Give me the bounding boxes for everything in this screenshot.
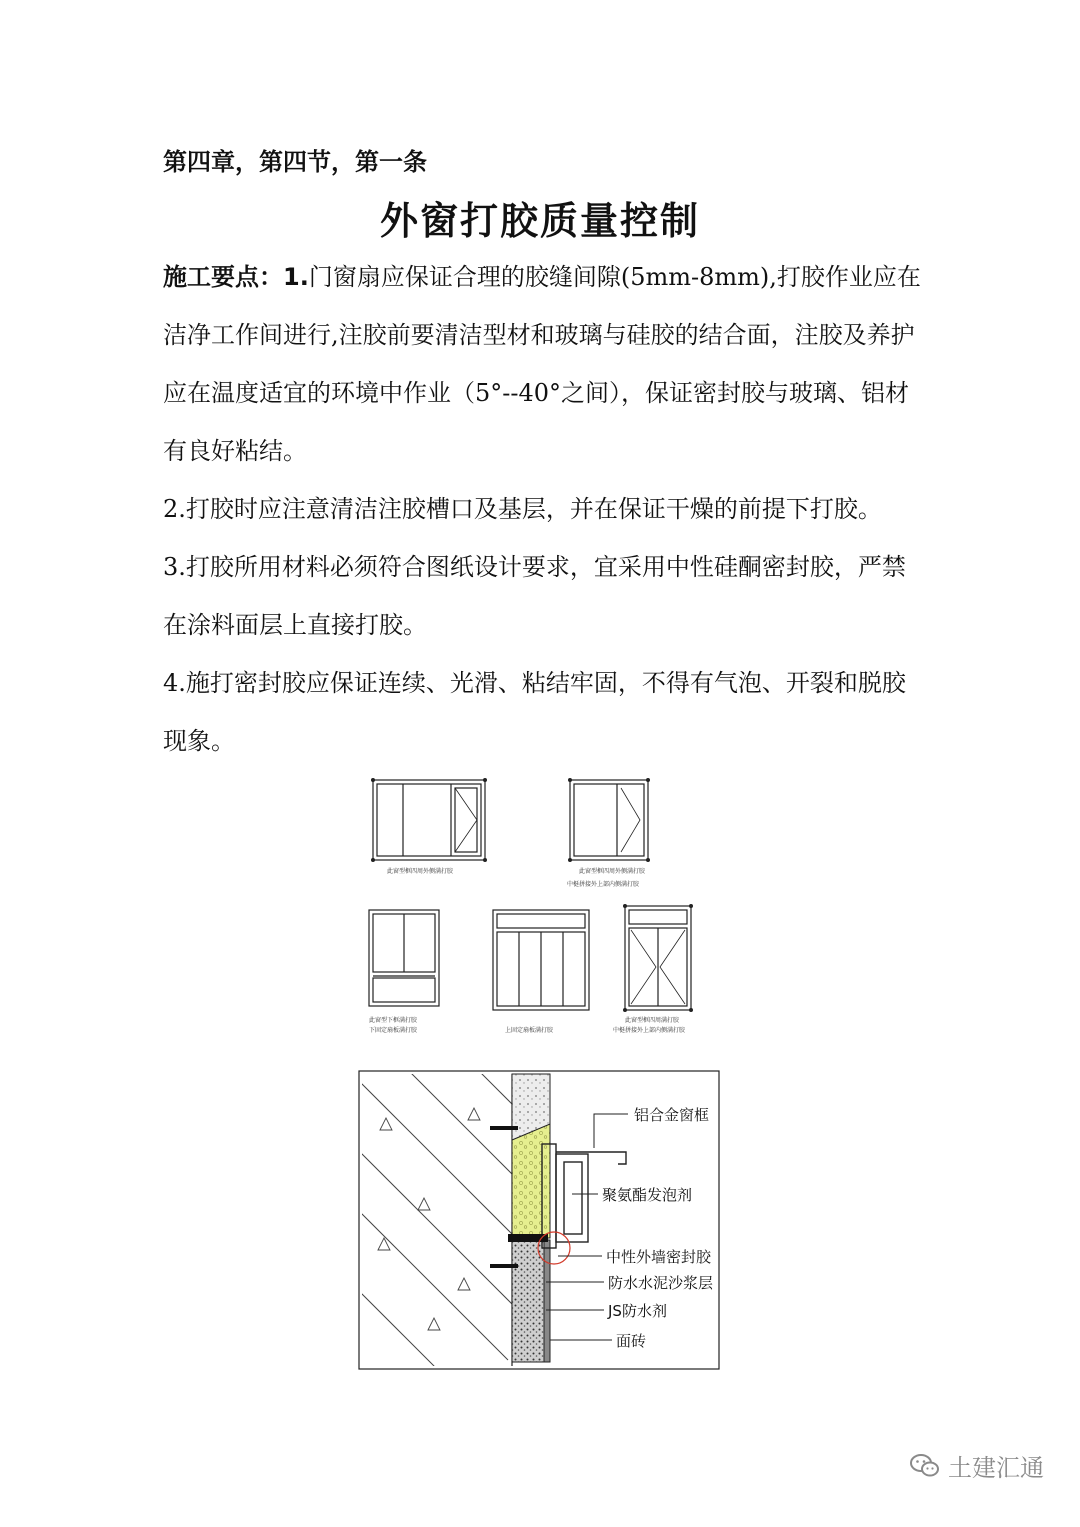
window-4-drawing [493, 910, 589, 1010]
caption-window-2a: 此窗型框四周外侧满打胶 [579, 868, 646, 875]
paragraph-1-text: 门窗扇应保证合理的胶缝间隙(5mm-8mm),打胶作业应在洁净工作间进行,注胶前要清洁型材和玻璃与硅胶的结合面，注胶及养护应在温度适宜的环境中作业（5°--40°之间），保证密封胶与玻璃、铝材有良好粘结。 [163, 263, 921, 465]
page-title: 外窗打胶质量控制 [379, 199, 700, 243]
caption-window-3b: 下固定扇板满打胶 [369, 1027, 418, 1034]
foam-fill [512, 1124, 550, 1238]
window-1-drawing [373, 780, 485, 860]
caption-window-5b: 中梃拼接外上部内侧满打胶 [613, 1027, 686, 1034]
paragraph-4: 4.施打密封胶应保证连续、光滑、粘结牢固，不得有气泡、开裂和脱胶现象。 [163, 669, 906, 755]
paragraph-2: 2.打胶时应注意清洁注胶槽口及基层，并在保证干燥的前提下打胶。 [163, 495, 882, 523]
paragraph-1-lead: 施工要点：1. [163, 263, 309, 291]
label-js-waterproof: JS防水剂 [608, 1302, 667, 1320]
body-text [163, 248, 923, 770]
caption-window-3a: 此窗型下框满打胶 [369, 1017, 418, 1024]
caption-window-1: 此窗型框四周外侧满打胶 [387, 868, 454, 875]
watermark [910, 1448, 1044, 1483]
chapter-heading: 第四章，第四节，第一条 [163, 148, 427, 176]
paragraph-3: 3.打胶所用材料必须符合图纸设计要求，宜采用中性硅酮密封胶，严禁在涂料面层上直接打胶。 [163, 553, 906, 639]
paragraph-1 [163, 248, 923, 480]
label-waterproof-mortar: 防水水泥沙浆层 [608, 1274, 714, 1292]
label-polyurethane-foam: 聚氨酯发泡剂 [602, 1186, 693, 1204]
sealing-section-detail [358, 1070, 720, 1370]
label-aluminum-frame: 铝合金窗框 [634, 1106, 710, 1124]
caption-window-4: 上固定扇板满打胶 [505, 1027, 554, 1034]
caption-window-5a: 此窗型框四周满打胶 [625, 1017, 680, 1024]
label-tile: 面砖 [616, 1332, 647, 1350]
window-3-drawing [369, 910, 439, 1006]
watermark-text: 土建汇通 [948, 1454, 1044, 1482]
window-5-drawing [625, 906, 691, 1010]
window-2-drawing [570, 780, 648, 860]
label-neutral-sealant: 中性外墙密封胶 [606, 1248, 712, 1266]
window-elevation-figure [355, 770, 725, 1045]
wechat-icon [910, 1453, 940, 1479]
caption-window-2b: 中梃拼接外上部内侧满打胶 [567, 881, 640, 888]
